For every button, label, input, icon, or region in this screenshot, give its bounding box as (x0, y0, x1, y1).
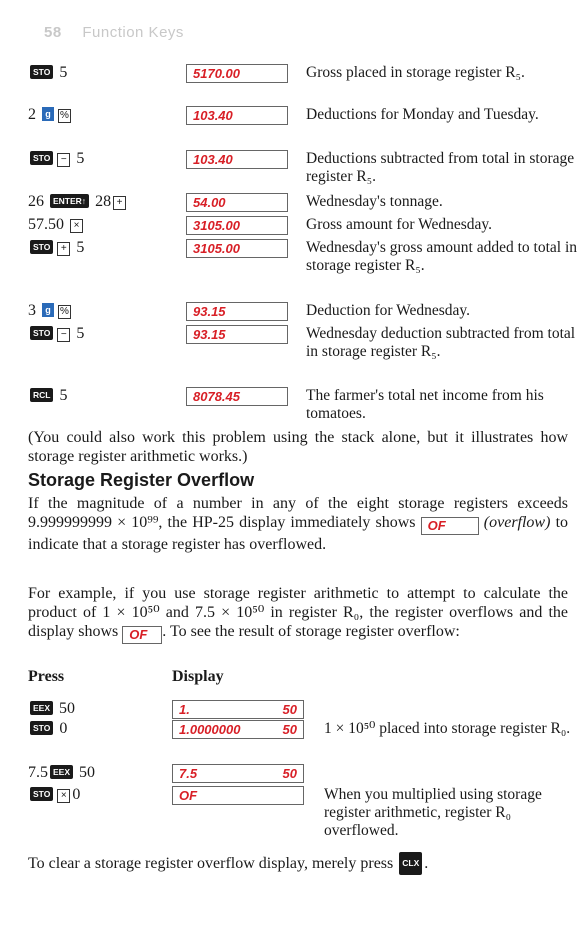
page-number: 58 (44, 24, 62, 41)
display-readout: 54.00 (186, 193, 288, 212)
display-readout: 3105.00 (186, 239, 288, 258)
display-readout: 103.40 (186, 150, 288, 169)
display-readout: 103.40 (186, 106, 288, 125)
display-readout: 5170.00 (186, 64, 288, 83)
sto-key-icon: STO (30, 151, 53, 165)
overflow-display: OF (122, 626, 162, 644)
keystrokes: 57.50 × (28, 216, 85, 234)
keystrokes: STO − 5 (28, 150, 84, 168)
description: Deduction for Wednesday. (306, 302, 471, 319)
sto-key-icon: STO (30, 787, 53, 801)
multiply-key-icon: × (70, 219, 83, 233)
keystrokes: STO − 5 (28, 325, 84, 343)
sto-key-icon: STO (30, 240, 53, 254)
final-paragraph: To clear a storage register overflow display, merely press CLX . (28, 852, 568, 875)
keystrokes: STO × 0 (28, 786, 80, 804)
keystrokes: 7.5 EEX 50 (28, 764, 96, 781)
keystrokes: EEX 50 (28, 700, 75, 718)
g-key-icon: g (42, 107, 54, 121)
page-header (44, 24, 184, 41)
display-readout: OF (172, 786, 304, 805)
keystrokes: 2 g % (28, 106, 73, 124)
description: Gross amount for Wednesday. (306, 216, 493, 233)
percent-key-icon: % (58, 109, 71, 123)
rcl-key-icon: RCL (30, 388, 53, 402)
description: Gross placed in storage register R₅. (306, 64, 525, 81)
note-paragraph: (You could also work this problem using the stack alone, but it illustrates how storage register arithmetic works.) (28, 429, 568, 465)
plus-key-icon: + (113, 196, 126, 210)
example-paragraph: For example, if you use storage register arithmetic to attempt to calculate the product of 1 × 10⁵⁰ and 7.5 × 10⁵⁰ in register R₀, the register overflows and the display shows OF . To see the result of storage register overflow: (28, 585, 568, 642)
keystrokes: STO + 5 (28, 239, 84, 257)
keystrokes: RCL 5 (28, 387, 67, 405)
description: Wednesday's gross amount added to total in storage register R₅. (306, 239, 578, 274)
display-column-header: Display (172, 668, 224, 685)
overflow-paragraph: If the magnitude of a number in any of the eight storage registers exceeds 9.999999999 × 10⁹⁹, the HP-25 display immediately shows OF (overflow) to indicate that a storage register has overflowed. (28, 495, 569, 553)
description: When you multiplied using storage register arithmetic, register R₀ overflowed. (324, 786, 542, 839)
section-title: Function Keys (82, 24, 184, 41)
eex-key-icon: EEX (50, 765, 73, 779)
minus-key-icon: − (57, 328, 70, 342)
keystrokes: 3 g % (28, 302, 73, 320)
description: Deductions for Monday and Tuesday. (306, 106, 539, 123)
display-readout: 1.0000000 50 (172, 720, 304, 739)
keystrokes: STO 0 (28, 720, 67, 738)
clx-key-icon: CLX (399, 852, 422, 875)
eex-key-icon: EEX (30, 701, 53, 715)
description: Wednesday's tonnage. (306, 193, 443, 210)
g-key-icon: g (42, 303, 54, 317)
sto-key-icon: STO (30, 326, 53, 340)
description: The farmer's total net income from his tomatoes. (306, 387, 544, 422)
display-readout: 1. 50 (172, 700, 304, 719)
keystrokes: 26 ENTER↑ 28 + (28, 193, 128, 211)
minus-key-icon: − (57, 153, 70, 167)
display-readout: 93.15 (186, 325, 288, 344)
plus-key-icon: + (57, 242, 70, 256)
description: Deductions subtracted from total in storage register R₅. (306, 150, 575, 185)
multiply-key-icon: × (57, 789, 70, 803)
enter-key-icon: ENTER↑ (50, 194, 89, 208)
description: 1 × 10⁵⁰ placed into storage register R₀. (324, 720, 571, 737)
section-heading: Storage Register Overflow (28, 470, 255, 490)
sto-key-icon: STO (30, 65, 53, 79)
display-readout: 7.5 50 (172, 764, 304, 783)
display-readout: 3105.00 (186, 216, 288, 235)
overflow-display: OF (421, 517, 479, 535)
sto-key-icon: STO (30, 721, 53, 735)
keystrokes: STO 5 (28, 64, 67, 82)
display-readout: 93.15 (186, 302, 288, 321)
description: Wednesday deduction subtracted from total in storage register R₅. (306, 325, 576, 360)
percent-key-icon: % (58, 305, 71, 319)
display-readout: 8078.45 (186, 387, 288, 406)
press-column-header: Press (28, 668, 65, 685)
